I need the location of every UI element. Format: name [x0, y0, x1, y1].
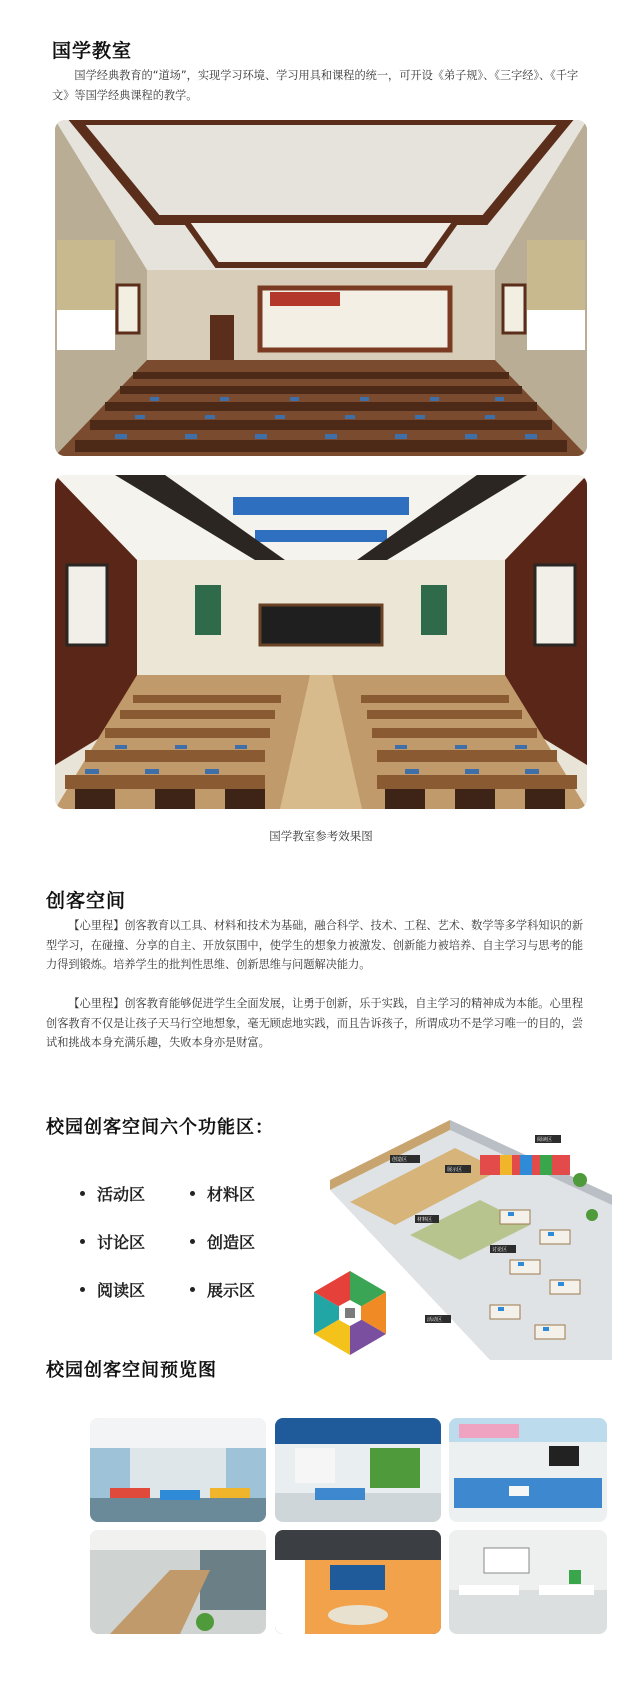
bullet-icon — [80, 1191, 85, 1196]
floorplan-label: 展示区 — [447, 1167, 463, 1173]
zone-label: 展示区 — [207, 1281, 256, 1300]
bullet-icon — [80, 1287, 85, 1292]
zone-label: 活动区 — [97, 1185, 146, 1204]
floorplan-label: 阅读区 — [537, 1137, 553, 1143]
maker-paragraph-2: 【心里程】创客教育能够促进学生全面发展，让勇于创新，乐于实践，自主学习的精神成为本能。心里程创客教育不仅是让孩子天马行空地想象，毫无顾虑地实践，而且告诉孩子，所谓成功不是学习唯一的目的，尝试和挑战本身充满乐趣，失败本身亦是财富。 — [46, 997, 584, 1049]
zone-label: 阅读区 — [97, 1281, 146, 1300]
bullet-icon — [190, 1287, 195, 1292]
floorplan-label: 活动区 — [427, 1317, 443, 1323]
preview-photo-4 — [90, 1530, 266, 1634]
zone-display — [190, 1278, 255, 1301]
preview-photo-5 — [275, 1530, 441, 1634]
zone-label: 讨论区 — [97, 1233, 146, 1252]
zone-discussion — [80, 1230, 145, 1253]
zone-reading — [80, 1278, 145, 1301]
zone-activity — [80, 1182, 145, 1205]
guoxue-classroom-photo-1 — [55, 120, 587, 456]
zone-label: 创造区 — [207, 1233, 256, 1252]
bullet-icon — [190, 1191, 195, 1196]
preview-photo-2 — [275, 1418, 441, 1522]
zone-creation — [190, 1230, 255, 1253]
floorplan-label: 材料区 — [417, 1217, 433, 1223]
hexagon-zone-icon — [305, 1268, 395, 1358]
guoxue-paragraph: 国学经典教育的“道场”，实现学习环境、学习用具和课程的统一，可开设《弟子规》、《三字经》、《千字文》等国学经典课程的教学。 — [52, 69, 579, 102]
guoxue-caption: 国学教室参考效果图 — [269, 829, 373, 843]
preview-photo-1 — [90, 1418, 266, 1522]
guoxue-classroom-photo-2 — [55, 475, 587, 809]
zone-label: 材料区 — [207, 1185, 256, 1204]
zone-material — [190, 1182, 255, 1205]
maker-title: 创客空间 — [46, 890, 127, 912]
bullet-icon — [190, 1239, 195, 1244]
floorplan-label: 讨论区 — [492, 1247, 508, 1253]
bullet-icon — [80, 1239, 85, 1244]
preview-photo-3 — [449, 1418, 607, 1522]
preview-title: 校园创客空间预览图 — [46, 1360, 217, 1381]
floorplan-label: 创造区 — [392, 1157, 408, 1163]
maker-paragraph-1: 【心里程】创客教育以工具、材料和技术为基础，融合科学、技术、工程、艺术、数学等多学科知识的新型学习，在碰撞、分享的自主、开放氛围中，使学生的想象力被激发、创新能力被培养、自主学习与思考的能力得到锻炼。培养学生的批判性思维、创新思维与问题解决能力。 — [46, 919, 584, 971]
zones-title: 校园创客空间六个功能区： — [46, 1117, 274, 1138]
preview-photo-6 — [449, 1530, 607, 1634]
guoxue-title: 国学教室 — [52, 40, 133, 62]
